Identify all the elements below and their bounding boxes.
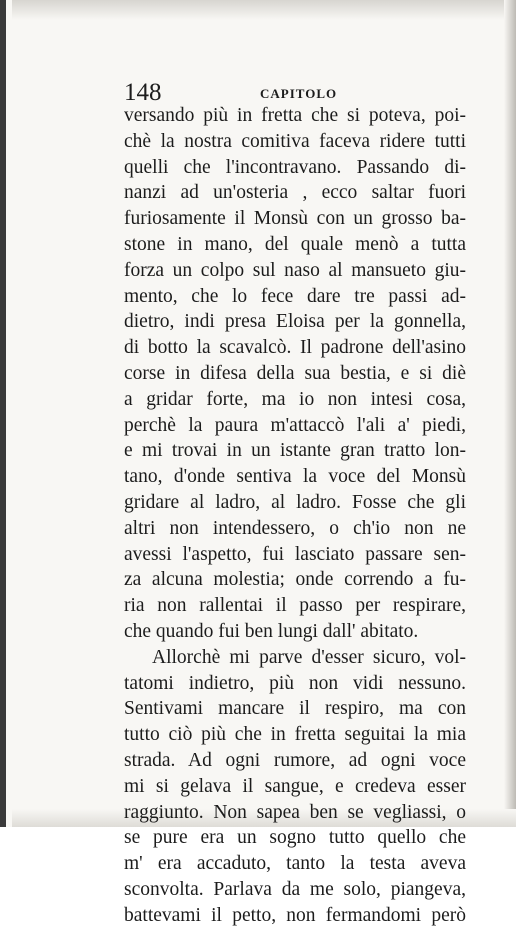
text-line: quelli che l'incontravano. Passando di- xyxy=(124,156,466,178)
text-line: ria non rallentai il passo per respirare, xyxy=(124,595,466,617)
text-line: corse in difesa della sua bestia, e si diè xyxy=(124,362,466,384)
text-line: Sentivami mancare il respiro, ma con xyxy=(124,698,466,720)
page-number: 148 xyxy=(124,79,162,106)
text-line: za alcuna molestia; onde correndo a fu- xyxy=(124,569,466,591)
text-line: tatomi indietro, più non vidi nessuno. xyxy=(124,672,466,694)
text-line: versando più in fretta che si poteva, poi- xyxy=(124,105,466,126)
text-line: m' era accaduto, tanto la testa aveva xyxy=(124,853,466,875)
text-line: gridare al ladro, al ladro. Fosse che gli xyxy=(124,491,466,513)
running-head: CAPITOLO xyxy=(260,86,338,101)
text-line: battevami il petto, non fermandomi però xyxy=(124,904,466,926)
text-line: e mi trovai in un istante gran tratto lon- xyxy=(124,440,466,462)
text-line: sconvolta. Parlava da me solo, piangeva, xyxy=(124,878,466,900)
text-line: a gridar forte, ma io non intesi cosa, xyxy=(124,388,466,410)
text-line: furiosamente il Monsù con un grosso ba- xyxy=(124,208,466,230)
text-line: Allorchè mi parve d'esser sicuro, vol- xyxy=(152,646,466,668)
text-line: strada. Ad ogni rumore, ad ogni voce xyxy=(124,749,466,771)
text-line: dietro, indi presa Eloisa per la gonnella, xyxy=(124,311,466,333)
text-line: stone in mano, del quale menò a tutta xyxy=(124,233,466,255)
text-line: tano, d'onde sentiva la voce del Monsù xyxy=(124,466,466,488)
text-line: forza un colpo sul naso al mansueto giu- xyxy=(124,259,466,281)
text-line: se pure era un sogno tutto quello che xyxy=(124,827,466,849)
text-line: che quando fui ben lungi dall' abitato. xyxy=(124,620,419,642)
page-top-edge xyxy=(12,0,516,20)
text-line: nanzi ad un'osteria , ecco saltar fuori xyxy=(124,182,466,204)
text-line: mento, che lo fece dare tre passi ad- xyxy=(124,285,466,307)
text-line: di botto la scavalcò. Il padrone dell'asino xyxy=(124,337,466,359)
body-text xyxy=(124,103,466,929)
text-line: mi si gelava il sangue, e credeva esser xyxy=(124,775,466,797)
text-line: perchè la paura m'attaccò l'ali a' piedi, xyxy=(124,414,466,436)
text-line: altri non intendessero, o ch'io non ne xyxy=(124,517,466,539)
page-right-edge xyxy=(504,0,516,827)
text-line: tutto ciò più che in fretta seguitai la mia xyxy=(124,724,466,746)
text-line: avessi l'aspetto, fui lasciato passare sen- xyxy=(124,543,466,565)
text-line: raggiunto. Non sapea ben se vegliassi, o xyxy=(124,801,466,823)
text-line: chè la nostra comitiva faceva ridere tutti xyxy=(124,130,466,152)
